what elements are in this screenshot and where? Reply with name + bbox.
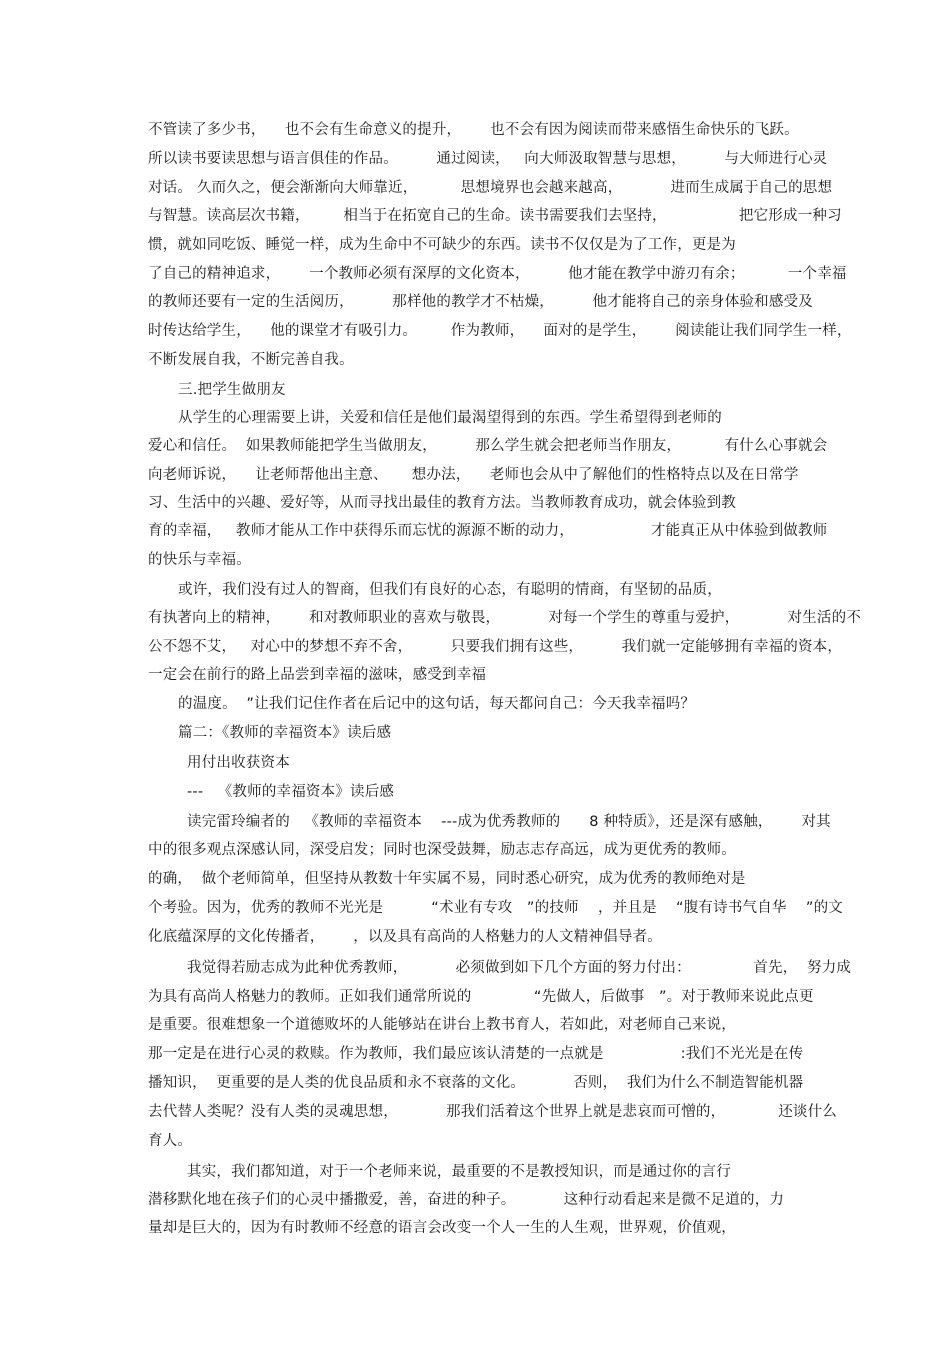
text-line: 不断发展自我，不断完善自我。 bbox=[148, 352, 354, 368]
text-line: 向老师诉说， 让老师帮他出主意、 想办法， 老师也会从中了解他们的性格特点以及在日常学 bbox=[148, 467, 799, 483]
text-line: 个考验。因为，优秀的教师不光光是 “术业有专攻 ”的技师 ，并且是 “腹有诗书气自华 ”的文 bbox=[148, 900, 843, 916]
text-line: 是重要。很难想象一个道德败坏的人能够站在讲台上教书育人，若如此，对老师自己来说， bbox=[148, 1017, 736, 1033]
text-line: 播知识， 更重要的是人类的优良品质和永不衰落的文化。 否则， 我们为什么不制造智能机器 bbox=[148, 1075, 804, 1091]
text-line: 其实，我们都知道，对于一个老师来说，最重要的不是教授知识，而是通过你的言行 bbox=[187, 1164, 731, 1180]
text-line: 的温度。 ”让我们记住作者在后记中的这句话，每天都问自己：今天我幸福吗？ bbox=[178, 696, 696, 712]
text-line: 那一定是在进行心灵的救赎。作为教师，我们最应该认清楚的一点就是 :我们不光光是在传 bbox=[148, 1046, 804, 1062]
text-line: 育的幸福， 教师才能从工作中获得乐而忘忧的源源不断的动力， 才能真正从中体验到做教师 bbox=[148, 523, 828, 539]
text-line: 与智慧。读高层次书籍， 相当于在拓宽自己的生命。读书需要我们去坚持， 把它形成一种习 bbox=[148, 208, 842, 224]
article-subtitle: 用付出收获资本 bbox=[187, 755, 290, 771]
text-line: 时传达给学生， 他的课堂才有吸引力。 作为教师， 面对的是学生， 阅读能让我们同学生一样， bbox=[148, 323, 852, 339]
text-line: 中的很多观点深感认同，深受启发；同时也深受鼓舞，励志志存高远，成为更优秀的教师。 bbox=[148, 842, 736, 858]
article-title: 篇二：《教师的幸福资本》读后感 bbox=[178, 725, 392, 741]
article-subtitle: --- 《教师的幸福资本》读后感 bbox=[187, 784, 395, 800]
text-line: 化底蕴深厚的文化传播者， ，以及具有高尚的人格魅力的人文精神倡导者。 bbox=[148, 929, 662, 945]
text-line: 爱心和信任。 如果教师能把学生当做朋友， 那么学生就会把老师当作朋友， 有什么心事就会 bbox=[148, 438, 828, 454]
text-line: 不管读了多少书， 也不会有生命意义的提升， 也不会有因为阅读而带来感悟生命快乐的飞跃。 bbox=[148, 122, 799, 138]
text-line: 读完雷玲编者的 《教师的幸福资本 ---成为优秀教师的 8 种特质》，还是深有感触， 对其 bbox=[187, 814, 831, 830]
text-line: 的确， 做个老师简单，但坚持从教数十年实属不易，同时悉心研究，成为优秀的教师绝对是 bbox=[148, 871, 746, 887]
text-line: 潜移默化地在孩子们的心灵中播撒爱，善，奋进的种子。 这种行动看起来是微不足道的，力 bbox=[148, 1192, 785, 1208]
text-line: 了自己的精神追求， 一个教师必须有深厚的文化资本， 他才能在教学中游刃有余； 一个幸福 bbox=[148, 266, 847, 282]
text-line: 所以读书要读思想与语言俱佳的作品。 通过阅读， 向大师汲取智慧与思想， 与大师进行心灵 bbox=[148, 151, 828, 167]
text-line: 量却是巨大的，因为有时教师不经意的语言会改变一个人一生的人生观，世界观，价值观， bbox=[148, 1220, 736, 1236]
section-heading: 三.把学生做朋友 bbox=[178, 382, 286, 398]
text-line: 从学生的心理需要上讲，关爱和信任是他们最渴望得到的东西。学生希望得到老师的 bbox=[178, 410, 722, 426]
text-line: 为具有高尚人格魅力的教师。正如我们通常所说的 “先做人，后做事 ”。对于教师来说此点更 bbox=[148, 989, 814, 1005]
text-line: 对话。 久而久之，便会渐渐向大师靠近， 思想境界也会越来越高， 进而生成属于自己的思想 bbox=[148, 180, 833, 196]
text-line: 一定会在前行的路上品尝到幸福的滋味，感受到幸福 bbox=[148, 667, 487, 683]
text-line: 有执著向上的精神， 和对教师职业的喜欢与敬畏， 对每一个学生的尊重与爱护， 对生活的不 bbox=[148, 610, 862, 626]
text-line: 去代替人类呢？没有人类的灵魂思想， 那我们活着这个世界上就是悲哀而可憎的， 还谈什么 bbox=[148, 1104, 837, 1120]
text-line: 我觉得若励志成为此种优秀教师， 必须做到如下几个方面的努力付出： 首先， 努力成 bbox=[187, 960, 852, 976]
text-line: 公不怨不艾， 对心中的梦想不弃不舍， 只要我们拥有这些， 我们就一定能够拥有幸福的资本， bbox=[148, 639, 843, 655]
text-line: 习、生活中的兴趣、爱好等，从而寻找出最佳的教育方法。当教师教育成功，就会体验到教 bbox=[148, 495, 736, 511]
text-line: 的快乐与幸福。 bbox=[148, 552, 251, 568]
text-line: 的教师还要有一定的生活阅历， 那样他的教学才不枯燥， 他才能将自己的亲身体验和感受及 bbox=[148, 294, 813, 310]
text-line: 惯，就如同吃饭、睡觉一样，成为生命中不可缺少的东西。读书不仅仅是为了工作，更是为 bbox=[148, 237, 736, 253]
text-line: 或许，我们没有过人的智商，但我们有良好的心态，有聪明的情商，有坚韧的品质， bbox=[178, 582, 722, 598]
text-line: 育人。 bbox=[148, 1133, 193, 1149]
